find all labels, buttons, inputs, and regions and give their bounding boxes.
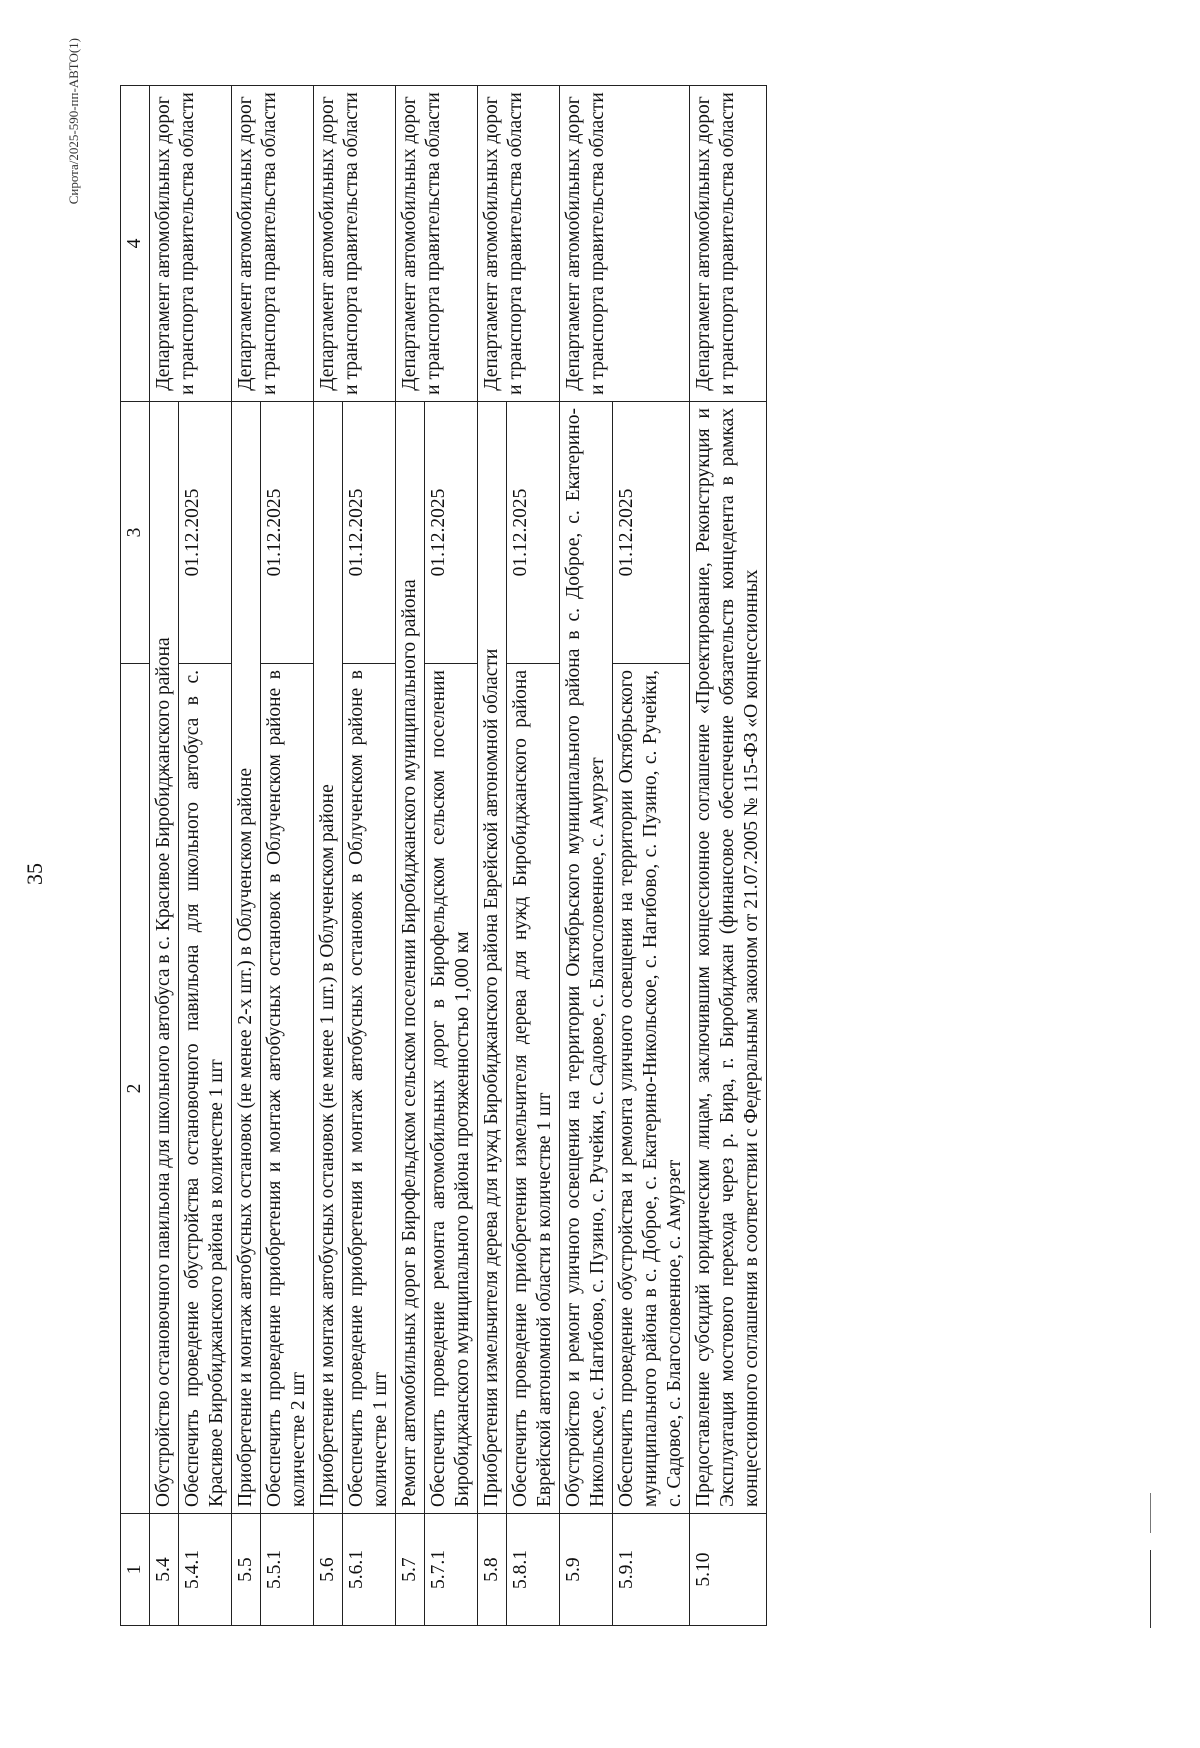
table-row [396,86,425,1626]
plan-table [120,85,767,1626]
margin-line-small [1150,1493,1151,1533]
row-number: 5.8.1 [507,1514,560,1626]
row-number: 5.4.1 [179,1514,232,1626]
measure-title: Приобретение и монтаж автобусных остановок (не менее 1 шт.) в Облученском районе [314,402,343,1514]
row-number: 5.10 [690,1514,767,1626]
table-row [314,86,343,1626]
table-row [690,86,767,1626]
row-number: 5.9 [560,1514,613,1626]
row-number: 5.5 [232,1514,261,1626]
event-text: Обеспечить проведение обустройства остановочного павильона для школьного автобуса в с. Красивое Биробиджанского района в количестве 1 шт [179,664,232,1514]
event-date: 01.12.2025 [507,402,560,664]
page-number: 35 [22,863,47,885]
row-number: 5.7.1 [425,1514,478,1626]
responsible-department: Департамент автомобильных дорог и транспорта правительства области [560,86,690,402]
event-date: 01.12.2025 [425,402,478,664]
measure-title: Ремонт автомобильных дорог в Бирофельдском сельском поселении Биробиджанского муниципального района [396,402,425,1514]
responsible-department: Департамент автомобильных дорог и транспорта правительства области [150,86,232,402]
event-text: Обеспечить проведение приобретения измельчителя дерева для нужд Биробиджанского района Еврейской автономной области в количестве 1 шт [507,664,560,1514]
responsible-department: Департамент автомобильных дорог и транспорта правительства области [314,86,396,402]
row-number: 5.6.1 [343,1514,396,1626]
header-col-1: 1 [121,1514,150,1626]
header-col-3: 3 [121,402,150,664]
margin-line [1150,1550,1151,1628]
row-number: 5.8 [478,1514,507,1626]
event-text: Обеспечить проведение ремонта автомобильных дорог в Бирофельдском сельском поселении Биробиджанского муниципального района протяженностью 1,000 км [425,664,478,1514]
measure-title: Приобретение и монтаж автобусных остановок (не менее 2-х шт.) в Облученском районе [232,402,261,1514]
event-date: 01.12.2025 [613,402,690,664]
row-number: 5.6 [314,1514,343,1626]
event-date: 01.12.2025 [261,402,314,664]
responsible-department: Департамент автомобильных дорог и транспорта правительства области [232,86,314,402]
row-number: 5.7 [396,1514,425,1626]
document-code: Сирота/2025-590-пп-АВТО(1) [66,38,81,205]
responsible-department: Департамент автомобильных дорог и транспорта правительства области [690,86,767,402]
table-row [478,86,507,1626]
measure-title: Обустройство и ремонт уличного освещения на территории Октябрьского муниципального района в с. Доброе, с. Екатерино-Никольское, с. Нагибово, с. Пузино, с. Ручейки, с. Садовое, с. Благословенное, с. Амурзет [560,402,613,1514]
header-col-2: 2 [121,664,150,1514]
event-date: 01.12.2025 [179,402,232,664]
row-number: 5.4 [150,1514,179,1626]
measure-title: Предоставление субсидий юридическим лицам, заключившим концессионное соглашение «Проектирование, Реконструкция и Эксплуатация мостового перехода через р. Бира, г. Биробиджан (финансовое обеспечение обязательств концедента в рамках концессионного соглашения в соответствии с Федеральным законом от 21.07.2005 № 115-ФЗ «О концессионных [690,402,767,1514]
table-row [150,86,179,1626]
responsible-department: Департамент автомобильных дорог и транспорта правительства области [478,86,560,402]
event-text: Обеспечить проведение приобретения и монтаж автобусных остановок в Облученском районе в количестве 2 шт [261,664,314,1514]
table-header-row [121,86,150,1626]
measure-title: Обустройство остановочного павильона для школьного автобуса в с. Красивое Биробиджанского района [150,402,179,1514]
event-date: 01.12.2025 [343,402,396,664]
row-number: 5.5.1 [261,1514,314,1626]
header-col-4: 4 [121,86,150,402]
table-row [232,86,261,1626]
row-number: 5.9.1 [613,1514,690,1626]
event-text: Обеспечить проведение обустройства и ремонта уличного освещения на территории Октябрьского муниципального района в с. Доброе, с. Екатерино-Никольское, с. Нагибово, с. Пузино, с. Ручейки, с. Садовое, с. Благословенное, с. Амурзет [613,664,690,1514]
event-text: Обеспечить проведение приобретения и монтаж автобусных остановок в Облученском районе в количестве 1 шт [343,664,396,1514]
table-row [560,86,613,1626]
responsible-department: Департамент автомобильных дорог и транспорта правительства области [396,86,478,402]
measure-title: Приобретения измельчителя дерева для нужд Биробиджанского района Еврейской автономной области [478,402,507,1514]
